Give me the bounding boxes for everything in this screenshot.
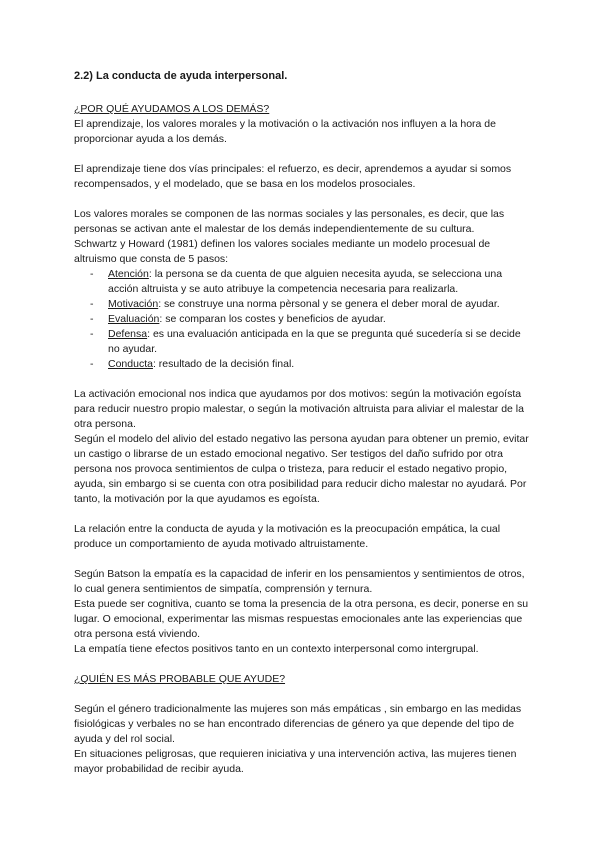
empathic-concern-paragraph: La relación entre la conducta de ayuda y la motivación es la preocupación empática, la cual produce un comportamiento de ayuda motivado altruistamente. [74,523,501,550]
list-dash: - [90,358,94,370]
why-intro-paragraph: El aprendizaje, los valores morales y la motivación o la activación nos influyen a la hora de proporcionar ayuda a los demás. [74,118,496,145]
why-heading: ¿POR QUÉ AYUDAMOS A LOS DEMÁS? [74,103,270,115]
gender-paragraph: Según el género tradicionalmente las mujeres son más empáticas , sin embargo en las medidas fisiológicas y verbales no se han encontrado diferencias de género ya que depende del tipo de ayuda y del rol social. [74,703,522,745]
step-term: Evaluación [108,313,160,325]
step-text: : resultado de la decisión final. [152,358,295,370]
step-term: Defensa [108,328,148,340]
step-text: : es una evaluación anticipada en la que se pregunta qué sucedería si se decide no ayudar. [108,328,521,355]
section-title: 2.2) La conducta de ayuda interpersonal. [74,70,288,82]
dangerous-situations-paragraph: En situaciones peligrosas, que requieren iniciativa y una intervención activa, las mujeres tienen mayor probabilidad de recibir ayuda. [74,748,517,775]
list-dash: - [90,298,94,310]
moral-values-paragraph: Los valores morales se componen de las normas sociales y las personales, es decir, que las personas se activan ante el malestar de los demás independientemente de su cultura. [74,208,505,235]
list-dash: - [90,268,94,280]
emotional-activation-paragraph: La activación emocional nos indica que ayudamos por dos motivos: según la motivación egoísta para reducir nuestro propio malestar, o según la motivación altruista para aliviar el malestar de la otra persona. [74,388,524,430]
list-item [74,327,534,357]
step-term: Motivación [108,298,159,310]
list-dash: - [90,328,94,340]
step-text: : la persona se da cuenta de que alguien necesita ayuda, se selecciona una acción altruista y se auto atribuye la competencia necesaria para realizarla. [108,268,503,295]
list-item [74,267,534,297]
empathy-types-paragraph: Esta puede ser cognitiva, cuanto se toma la presencia de la otra persona, es decir, ponerse en su lugar. O emocional, experimentar las mismas respuestas emocionales ante las experiencias que otra persona está viviendo. [74,598,529,640]
negative-state-relief-paragraph: Según el modelo del alivio del estado negativo las persona ayudan para obtener un premio, evitar un castigo o librarse de un estado emocional negativo. Ser testigos del daño sufrido por otra persona nos provoca sentimientos de culpa o tristeza, para reducir el estado negativo propio, ayuda, sin embargo si se cuenta con otra posibilidad para reducir dicho malestar no ayudará. Por tanto, la motivación por la que ayudamos es egoísta. [74,433,529,505]
who-heading: ¿QUIÉN ES MÁS PROBABLE QUE AYUDE? [74,673,286,685]
schwartz-howard-paragraph: Schwartz y Howard (1981) definen los valores sociales mediante un modelo procesual de altruismo que consta de 5 pasos: [74,238,491,265]
document-content [74,69,534,777]
step-text: : se comparan los costes y beneficios de ayudar. [159,313,386,325]
list-dash: - [90,313,94,325]
list-item [74,312,534,327]
list-item [74,357,534,372]
empathy-effects-paragraph: La empatía tiene efectos positivos tanto en un contexto interpersonal como intergrupal. [74,643,479,655]
list-item [74,297,534,312]
altruism-steps-list [74,267,534,372]
step-term: Atención [108,268,149,280]
batson-empathy-paragraph: Según Batson la empatía es la capacidad de inferir en los pensamientos y sentimientos de otros, lo cual genera sentimientos de simpatía, comprensión y ternura. [74,568,525,595]
learning-paragraph: El aprendizaje tiene dos vías principales: el refuerzo, es decir, aprendemos a ayudar si somos recompensados, y el modelado, que se basa en los modelos prosociales. [74,163,512,190]
step-text: : se construye una norma pèrsonal y se genera el deber moral de ayudar. [158,298,500,310]
step-term: Conducta [108,358,153,370]
